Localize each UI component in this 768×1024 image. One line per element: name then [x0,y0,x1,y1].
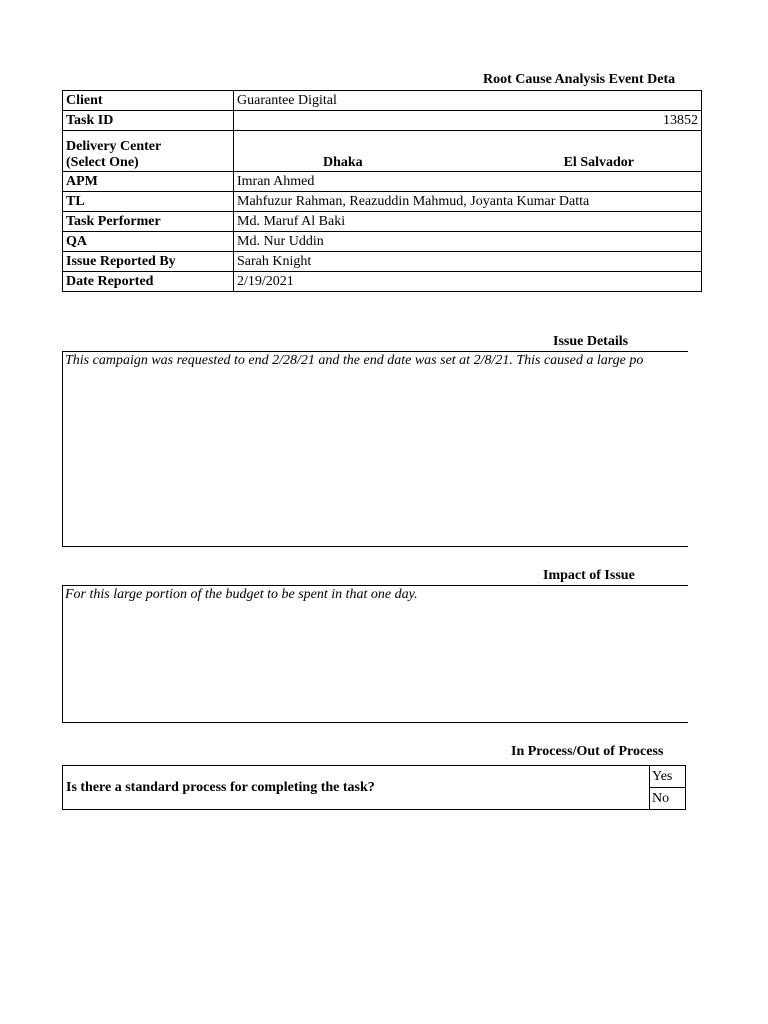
task-performer-value[interactable]: Md. Maruf Al Baki [234,212,702,232]
tl-label: TL [63,192,234,212]
tl-value[interactable]: Mahfuzur Rahman, Reazuddin Mahmud, Joyanta Kumar Datta [234,192,702,212]
apm-row [63,172,702,192]
impact-of-issue-title: Impact of Issue [543,568,635,583]
task-id-label: Task ID [63,111,234,131]
delivery-center-label-line2: (Select One) [66,155,139,170]
date-reported-value[interactable]: 2/19/2021 [234,272,702,292]
impact-of-issue-text[interactable]: For this large portion of the budget to be spent in that one day. [62,585,688,723]
issue-details-text[interactable]: This campaign was requested to end 2/28/21 and the end date was set at 2/8/21. This caused a large po [62,351,688,547]
issue-reported-by-value[interactable]: Sarah Knight [234,252,702,272]
delivery-center-label [63,131,234,172]
issue-reported-by-row [63,252,702,272]
process-title: In Process/Out of Process [511,744,664,759]
date-reported-label: Date Reported [63,272,234,292]
task-id-value[interactable]: 13852 [234,111,702,131]
standard-process-question: Is there a standard process for completing the task? [63,766,650,810]
qa-value[interactable]: Md. Nur Uddin [234,232,702,252]
client-value[interactable]: Guarantee Digital [234,91,702,111]
process-row-yes [63,766,686,788]
process-table [62,765,686,810]
apm-value[interactable]: Imran Ahmed [234,172,702,192]
qa-label: QA [63,232,234,252]
delivery-center-label-line1: Delivery Center [66,139,162,154]
apm-label: APM [63,172,234,192]
delivery-center-option-dhaka[interactable]: Dhaka [323,155,363,170]
tl-row [63,192,702,212]
task-id-row [63,111,702,131]
issue-reported-by-label: Issue Reported By [63,252,234,272]
date-reported-row [63,272,702,292]
delivery-center-option-el-salvador[interactable]: El Salvador [563,155,634,170]
delivery-center-options [234,131,702,172]
document-title: Root Cause Analysis Event Deta [483,72,676,87]
client-label: Client [63,91,234,111]
task-performer-row [63,212,702,232]
issue-details-title: Issue Details [553,334,629,349]
task-performer-label: Task Performer [63,212,234,232]
process-option-yes[interactable]: Yes [650,766,686,788]
process-option-no[interactable]: No [650,788,686,810]
delivery-center-row [63,131,702,172]
qa-row [63,232,702,252]
client-row [63,91,702,111]
event-details-table [62,90,702,292]
